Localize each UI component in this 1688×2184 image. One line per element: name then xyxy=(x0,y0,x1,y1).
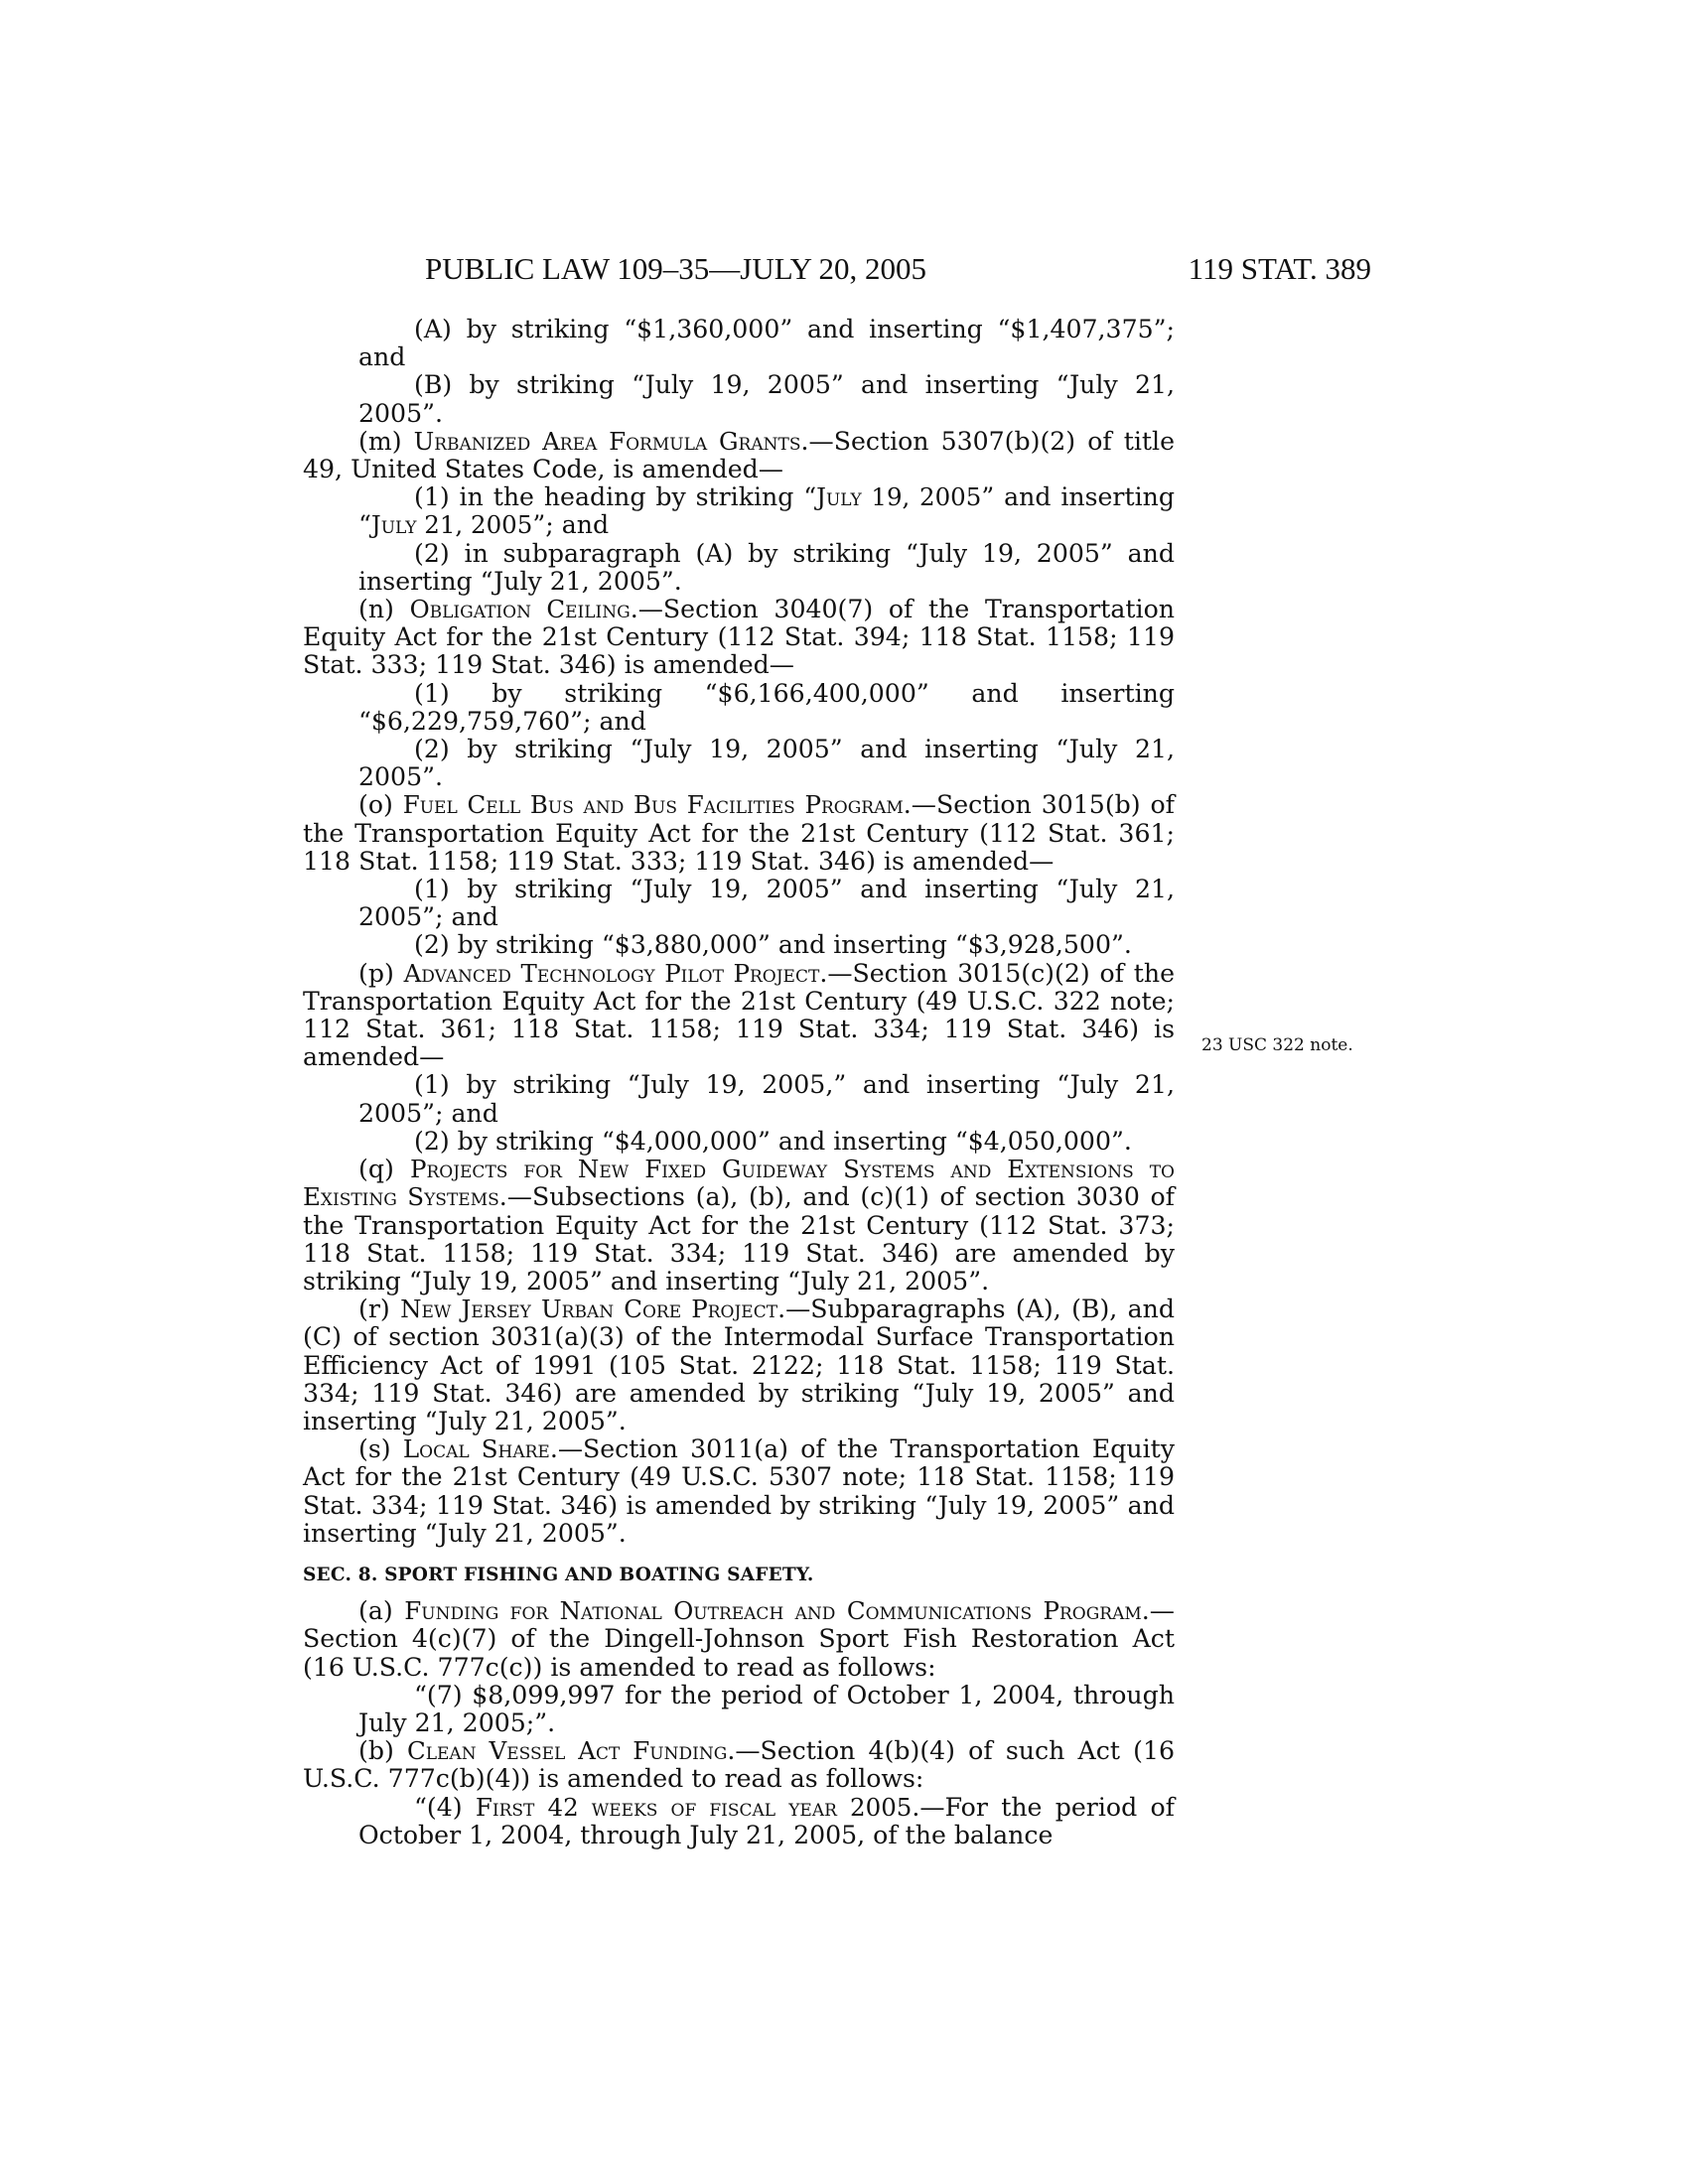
paragraph-o-1: (1) by striking “July 19, 2005” and inserting “July 21, 2005”; and xyxy=(358,875,1175,932)
quoted-paragraph-4: “(4) First 42 weeks of fiscal year 2005.—For the period of October 1, 2004, through July 21, 2005, of the balance xyxy=(358,1792,1176,1849)
paragraph-m-1: (1) in the heading by striking “July 19, 2005” and inserting “July 21, 2005”; and xyxy=(358,482,1175,540)
clause-l-A: (A) by striking “$1,360,000” and inserting “$1,407,375”; and xyxy=(358,315,1175,372)
quoted-paragraph-7: “(7) $8,099,997 for the period of October 1, 2004, through July 21, 2005;”. xyxy=(358,1680,1175,1737)
subsection-b: (b) Clean Vessel Act Funding.—Section 4(b)(4) of such Act (16 U.S.C. 777c(b)(4)) is amended to read as follows: xyxy=(303,1736,1175,1794)
paragraph-m-2: (2) in subparagraph (A) by striking “July 19, 2005” and inserting “July 21, 2005”. xyxy=(358,538,1175,596)
clause-l-B: (B) by striking “July 19, 2005” and inserting “July 21, 2005”. xyxy=(358,370,1175,428)
quoted-paragraph-4-heading: First 42 weeks of fiscal year 2005 xyxy=(475,1792,913,1822)
statute-page-number: 119 STAT. 389 xyxy=(1188,251,1371,286)
subsection-a-heading: Funding for National Outreach and Communications Program xyxy=(404,1596,1142,1626)
paragraph-p-1: (1) by striking “July 19, 2005,” and inserting “July 21, 2005”; and xyxy=(358,1070,1175,1128)
subsection-o: (o) Fuel Cell Bus and Bus Facilities Program.—Section 3015(b) of the Transportation Equity Act for the 21st Century (112 Stat. 361; 118 Stat. 1158; 119 Stat. 333; 119 Stat. 346) is amended— xyxy=(303,790,1176,876)
statute-body xyxy=(303,316,1175,1849)
subsection-m-heading: Urbanized Area Formula Grants xyxy=(413,426,801,456)
running-header xyxy=(425,250,1371,288)
subsection-p: (p) Advanced Technology Pilot Project.—Section 3015(c)(2) of the Transportation Equity Act for the 21st Century (49 U.S.C. 322 note; 112 Stat. 361; 118 Stat. 1158; 119 Stat. 334; 119 Stat. 346) is amended— xyxy=(303,958,1175,1072)
paragraph-o-2: (2) by striking “$3,880,000” and inserting “$3,928,500”. xyxy=(414,930,1132,960)
subsection-q-heading: Projects for New Fixed Guideway Systems and Extensions to Existing Systems xyxy=(303,1155,1175,1212)
subsection-r-heading: New Jersey Urban Core Project xyxy=(400,1295,778,1324)
public-law-title: PUBLIC LAW 109–35—JULY 20, 2005 xyxy=(425,251,927,286)
subsection-s-heading: Local Share xyxy=(402,1434,550,1464)
subsection-p-heading: Advanced Technology Pilot Project xyxy=(403,958,820,988)
paragraph-n-1: (1) by striking “$6,166,400,000” and inserting “$6,229,759,760”; and xyxy=(358,678,1175,736)
section-8-heading: SEC. 8. SPORT FISHING AND BOATING SAFETY. xyxy=(303,1564,814,1585)
subsection-b-heading: Clean Vessel Act Funding xyxy=(406,1736,728,1766)
margin-note: 23 USC 322 note. xyxy=(1201,1035,1353,1055)
subsection-n-heading: Obligation Ceiling xyxy=(409,595,631,624)
subsection-n: (n) Obligation Ceiling.—Section 3040(7) of the Transportation Equity Act for the 21st Century (112 Stat. 394; 118 Stat. 1158; 119 Stat. 333; 119 Stat. 346) is amended— xyxy=(303,595,1175,680)
paragraph-p-2: (2) by striking “$4,000,000” and inserting “$4,050,000”. xyxy=(414,1126,1132,1156)
subsection-q: (q) Projects for New Fixed Guideway Systems and Extensions to Existing Systems.—Subsections (a), (b), and (c)(1) of section 3030 of the Transportation Equity Act for the 21st Century (112 Stat. 373; 118 Stat. 1158; 119 Stat. 334; 119 Stat. 346) are amended by striking “July 19, 2005” and inserting “July 21, 2005”. xyxy=(303,1155,1175,1296)
subsection-s: (s) Local Share.—Section 3011(a) of the Transportation Equity Act for the 21st Century (49 U.S.C. 5307 note; 118 Stat. 1158; 119 Stat. 334; 119 Stat. 346) is amended by striking “July 19, 2005” and inserting “July 21, 2005”. xyxy=(303,1434,1175,1548)
subsection-o-heading: Fuel Cell Bus and Bus Facilities Program xyxy=(402,790,904,820)
paragraph-n-2: (2) by striking “July 19, 2005” and inserting “July 21, 2005”. xyxy=(358,735,1175,792)
subsection-a: (a) Funding for National Outreach and Communications Program.—Section 4(c)(7) of the Dingell-Johnson Sport Fish Restoration Act (16 U.S.C. 777c(c)) is amended to read as follows: xyxy=(303,1596,1175,1682)
subsection-r: (r) New Jersey Urban Core Project.—Subparagraphs (A), (B), and (C) of section 3031(a)(3) of the Intermodal Surface Transportation Efficiency Act of 1991 (105 Stat. 2122; 118 Stat. 1158; 119 Stat. 334; 119 Stat. 346) are amended by striking “July 19, 2005” and inserting “July 21, 2005”. xyxy=(303,1295,1176,1435)
subsection-m: (m) Urbanized Area Formula Grants.—Section 5307(b)(2) of title 49, United States Code, is amended— xyxy=(303,426,1175,484)
